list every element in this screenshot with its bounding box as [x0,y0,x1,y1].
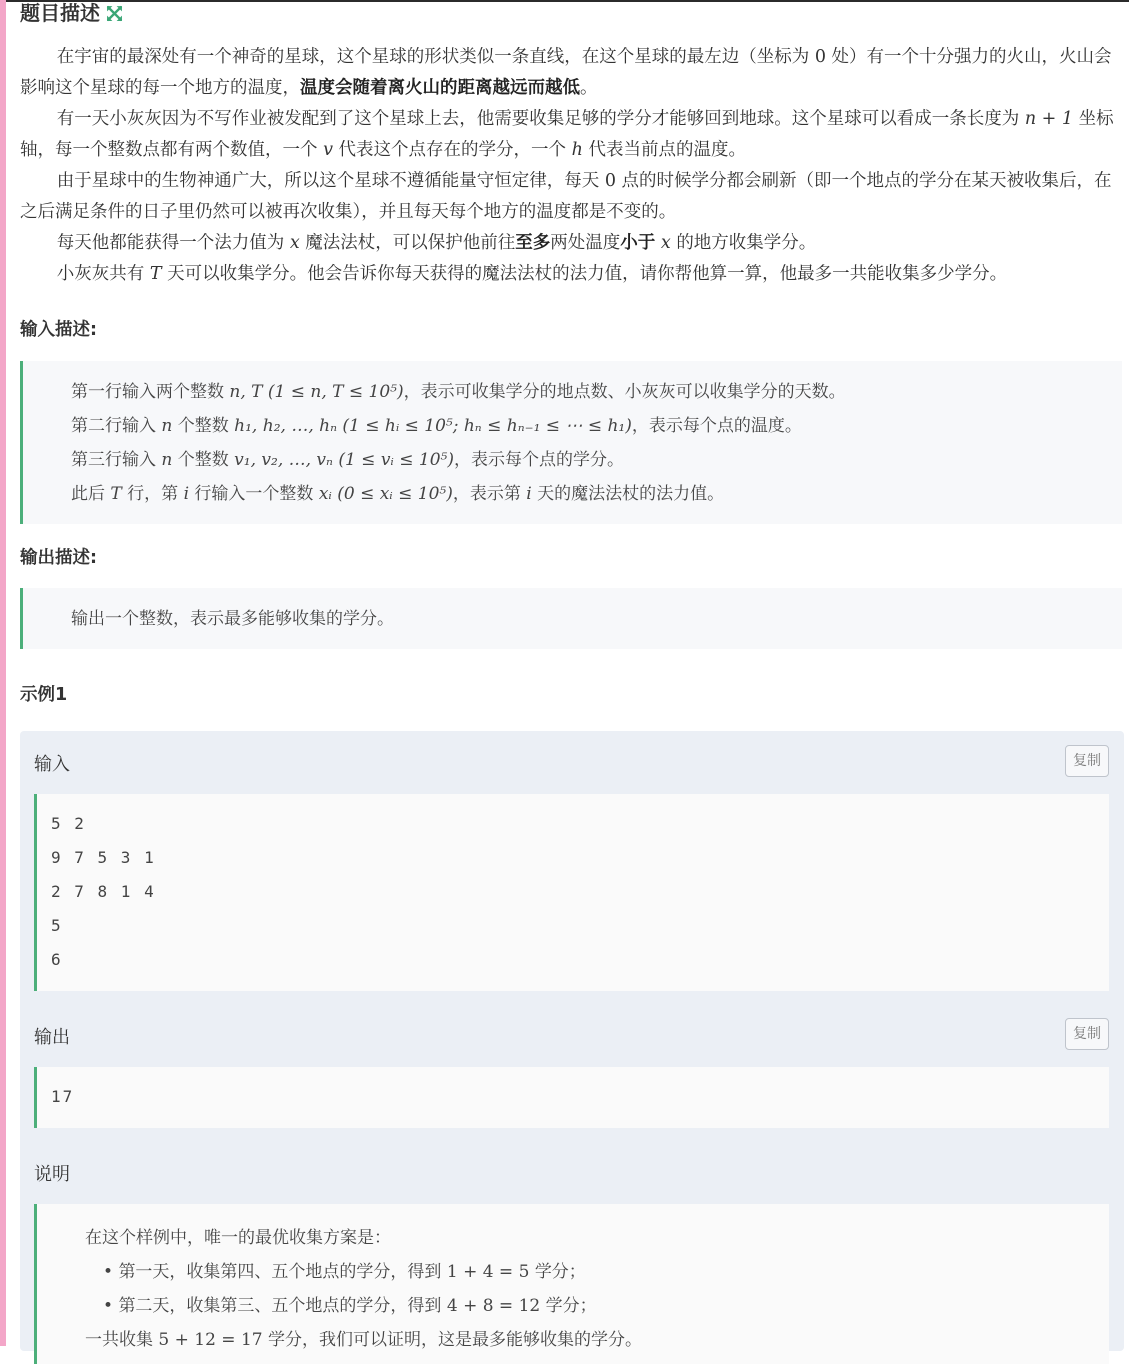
problem-description [20,42,1122,290]
copy-output-button[interactable]: 复制 [1065,1018,1109,1050]
example-panel [20,731,1124,1351]
code-line: 6 [51,950,63,969]
expand-icon[interactable] [106,5,123,22]
input-description-block [20,361,1122,524]
input-line-3: 第三行输入 n 个整数 v₁, v₂, …, vₙ (1 ≤ vᵢ ≤ 10⁵)，表示每个点的学分。 [71,450,624,470]
desc-paragraph-3: 由于星球中的生物神通广大，所以这个星球不遵循能量守恒定律，每天 0 点的时候学分都会刷新（即一个地点的学分在某天被收集后，在之后满足条件的日子里仍然可以被再次收集），并且每天每个地方的温度都是不变的。 [20,171,1112,222]
desc-paragraph-1: 在宇宙的最深处有一个神奇的星球，这个星球的形状类似一条直线，在这个星球的最左边（坐标为 0 处）有一个十分强力的火山，火山会影响这个星球的每一个地方的温度，温度会随着离火山的距离越远而越低。 [20,47,1112,98]
problem-page [6,0,1129,1350]
title-text: 题目描述 [20,1,100,25]
output-description-block [20,588,1122,649]
code-line: 2 7 8 1 4 [51,882,156,901]
copy-input-button[interactable]: 复制 [1065,745,1109,777]
page-title [20,0,123,26]
explain-bullet-2: • 第二天，收集第三、五个地点的学分，得到 4 + 8 = 12 学分； [103,1296,597,1316]
explain-label: 说明 [34,1164,70,1185]
output-description-text: 输出一个整数，表示最多能够收集的学分。 [71,609,394,629]
desc-paragraph-5: 小灰灰共有 T 天可以收集学分。他会告诉你每天获得的魔法法杖的法力值，请你帮他算一算，他最多一共能收集多少学分。 [56,264,1008,284]
sample-input-code[interactable] [34,794,1109,991]
sample-output-code[interactable] [34,1067,1109,1128]
explain-conclusion: 一共收集 5 + 12 = 17 学分，我们可以证明，这是最多能够收集的学分。 [85,1330,642,1350]
explain-bullet-1: • 第一天，收集第四、五个地点的学分，得到 1 + 4 = 5 学分； [103,1262,586,1282]
desc-paragraph-2: 有一天小灰灰因为不写作业被发配到了这个星球上去，他需要收集足够的学分才能够回到地球。这个星球可以看成一条长度为 n + 1 坐标轴，每一个整数点都有两个数值，一个 v 代表这个点存在的学分，一个 h 代表当前点的温度。 [20,109,1114,160]
input-line-1: 第一行输入两个整数 n, T (1 ≤ n, T ≤ 10⁵)，表示可收集学分的地点数、小灰灰可以收集学分的天数。 [71,382,846,402]
input-line-4: 此后 T 行，第 i 行输入一个整数 xᵢ (0 ≤ xᵢ ≤ 10⁵)，表示第 i 天的魔法法杖的法力值。 [71,484,725,504]
sample-input-label: 输入 [34,754,70,775]
sample-output-label: 输出 [34,1027,70,1048]
desc-paragraph-4: 每天他都能获得一个法力值为 x 魔法法杖，可以保护他前往至多两处温度小于 x 的地方收集学分。 [56,233,817,253]
code-line: 5 [51,916,63,935]
input-line-2: 第二行输入 n 个整数 h₁, h₂, …, hₙ (1 ≤ hᵢ ≤ 10⁵; hₙ ≤ hₙ₋₁ ≤ ⋯ ≤ h₁)，表示每个点的温度。 [71,416,802,436]
code-line: 17 [51,1087,75,1106]
example-heading: 示例1 [20,685,68,705]
code-line: 9 7 5 3 1 [51,848,156,867]
input-heading: 输入描述: [20,320,97,340]
output-heading: 输出描述: [20,548,97,568]
top-border [6,0,1129,2]
explain-block [34,1204,1109,1364]
explain-intro: 在这个样例中，唯一的最优收集方案是： [85,1228,391,1248]
code-line: 5 2 [51,814,86,833]
